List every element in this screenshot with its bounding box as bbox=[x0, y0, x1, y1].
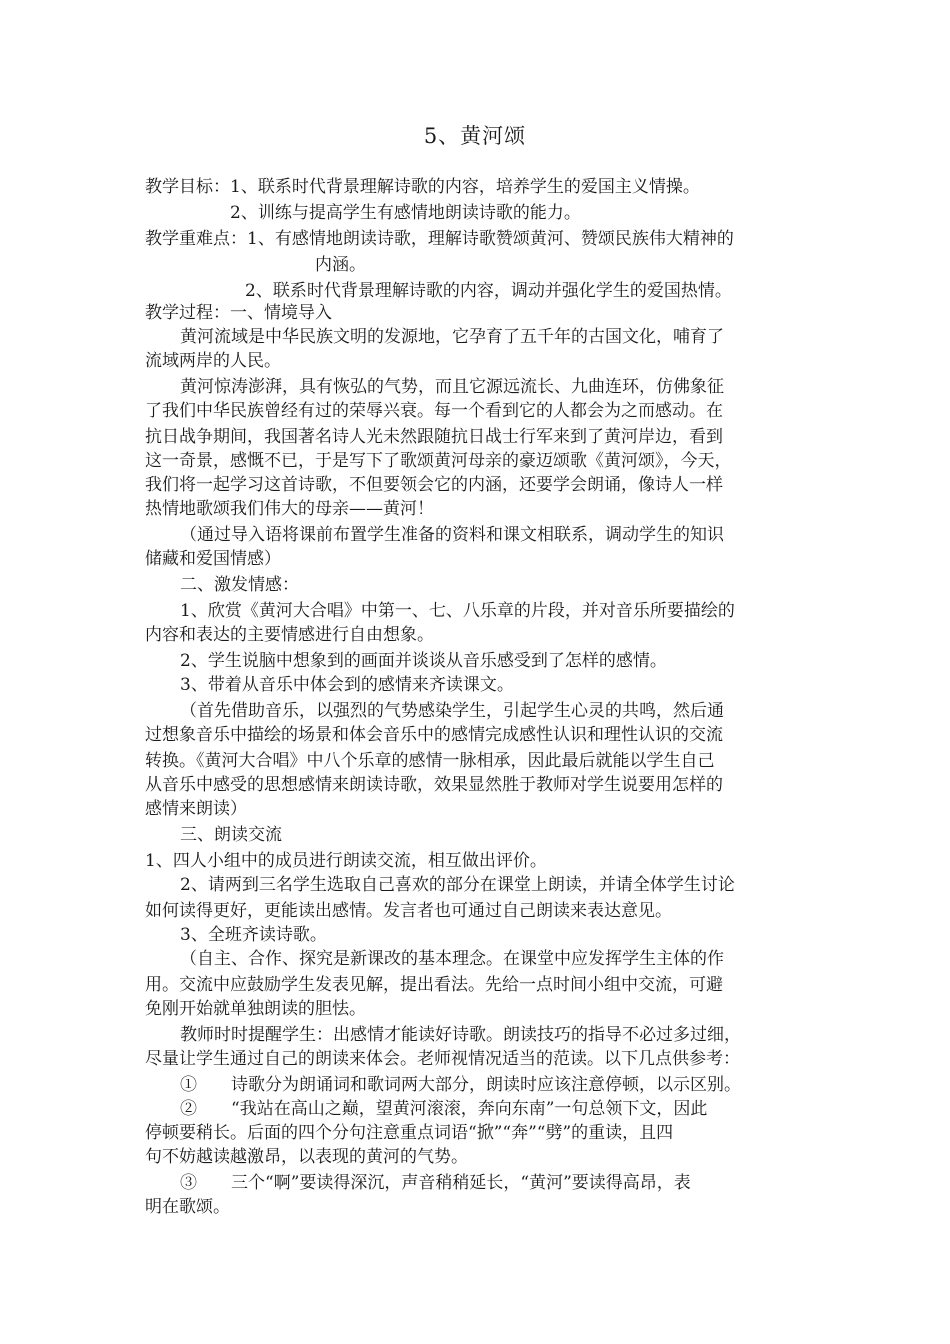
text-line: 流域两岸的人民。 bbox=[145, 351, 281, 371]
text-line: 停顿要稍长。后面的四个分句注意重点词语“掀”“奔”“劈”的重读，且四 bbox=[145, 1123, 674, 1143]
text-line: 教师时时提醒学生：出感情才能读好诗歌。朗读技巧的指导不必过多过细， bbox=[180, 1025, 741, 1045]
text-line: ① 诗歌分为朗诵词和歌词两大部分，朗读时应该注意停顿，以示区别。 bbox=[180, 1075, 741, 1095]
text-line: 2、训练与提高学生有感情地朗读诗歌的能力。 bbox=[230, 203, 581, 223]
text-line: 感情来朗读） bbox=[145, 799, 247, 819]
text-line: 热情地歌颂我们伟大的母亲——黄河！ bbox=[145, 499, 434, 519]
text-line: 三、朗读交流 bbox=[180, 825, 282, 845]
text-line: （首先借助音乐，以强烈的气势感染学生，引起学生心灵的共鸣，然后通 bbox=[180, 701, 724, 721]
text-line: 这一奇景，感慨不已，于是写下了歌颂黄河母亲的豪迈颂歌《黄河颂》，今天， bbox=[145, 451, 732, 471]
text-line: 2、学生说脑中想象到的画面并谈谈从音乐感受到了怎样的感情。 bbox=[180, 651, 667, 671]
text-line: 句不妨越读越激昂，以表现的黄河的气势。 bbox=[145, 1147, 468, 1167]
text-line: 教学目标：1、联系时代背景理解诗歌的内容，培养学生的爱国主义情操。 bbox=[145, 177, 700, 197]
text-line: 了我们中华民族曾经有过的荣辱兴衰。每一个看到它的人都会为之而感动。在 bbox=[145, 401, 723, 421]
text-line: 内容和表达的主要情感进行自由想象。 bbox=[145, 625, 434, 645]
text-line: 储藏和爱国情感） bbox=[145, 549, 281, 569]
page-title: 5、黄河颂 bbox=[423, 124, 527, 148]
text-line: 过想象音乐中描绘的场景和体会音乐中的感情完成感性认识和理性认识的交流 bbox=[145, 725, 723, 745]
text-line: 教学重难点：1、有感情地朗读诗歌，理解诗歌赞颂黄河、赞颂民族伟大精神的 bbox=[145, 229, 734, 249]
text-line: 黄河惊涛澎湃，具有恢弘的气势，而且它源远流长、九曲连环，仿佛象征 bbox=[180, 377, 724, 397]
text-line: 教学过程：一、情境导入 bbox=[145, 303, 332, 323]
text-line: 明在歌颂。 bbox=[145, 1197, 230, 1217]
text-line: 2、请两到三名学生选取自己喜欢的部分在课堂上朗读，并请全体学生讨论 bbox=[180, 875, 735, 895]
text-line: 3、带着从音乐中体会到的感情来齐读课文。 bbox=[180, 675, 514, 695]
text-line: 我们将一起学习这首诗歌，不但要领会它的内涵，还要学会朗诵，像诗人一样 bbox=[145, 475, 723, 495]
text-line: 1、四人小组中的成员进行朗读交流，相互做出评价。 bbox=[145, 851, 547, 871]
text-line: ② “我站在高山之巅，望黄河滚滚，奔向东南”一句总领下文，因此 bbox=[180, 1099, 708, 1119]
text-line: 3、全班齐读诗歌。 bbox=[180, 925, 327, 945]
text-line: 内涵。 bbox=[315, 255, 366, 275]
text-line: 1、欣赏《黄河大合唱》中第一、七、八乐章的片段，并对音乐所要描绘的 bbox=[180, 601, 735, 621]
text-line: 黄河流域是中华民族文明的发源地，它孕育了五千年的古国文化，哺育了 bbox=[180, 327, 724, 347]
text-line: 二、激发情感： bbox=[180, 575, 299, 595]
text-line: 尽量让学生通过自己的朗读来体会。老师视情况适当的范读。以下几点供参考： bbox=[145, 1049, 740, 1069]
text-line: ③ 三个“啊”要读得深沉，声音稍稍延长，“黄河”要读得高昂，表 bbox=[180, 1173, 691, 1193]
text-line: 如何读得更好，更能读出感情。发言者也可通过自己朗读来表达意见。 bbox=[145, 901, 672, 921]
text-line: 抗日战争期间，我国著名诗人光未然跟随抗日战士行军来到了黄河岸边，看到 bbox=[145, 427, 723, 447]
text-line: 转换。《黄河大合唱》中八个乐章的感情一脉相承，因此最后就能以学生自己 bbox=[145, 751, 715, 771]
text-line: 2、联系时代背景理解诗歌的内容，调动并强化学生的爱国热情。 bbox=[245, 281, 732, 301]
text-line: 用。交流中应鼓励学生发表见解，提出看法。先给一点时间小组中交流，可避 bbox=[145, 975, 723, 995]
text-line: 免刚开始就单独朗读的胆怯。 bbox=[145, 999, 366, 1019]
text-line: （通过导入语将课前布置学生准备的资料和课文相联系，调动学生的知识 bbox=[180, 525, 724, 545]
text-line: （自主、合作、探究是新课改的基本理念。在课堂中应发挥学生主体的作 bbox=[180, 949, 724, 969]
text-line: 从音乐中感受的思想感情来朗读诗歌，效果显然胜于教师对学生说要用怎样的 bbox=[145, 775, 723, 795]
